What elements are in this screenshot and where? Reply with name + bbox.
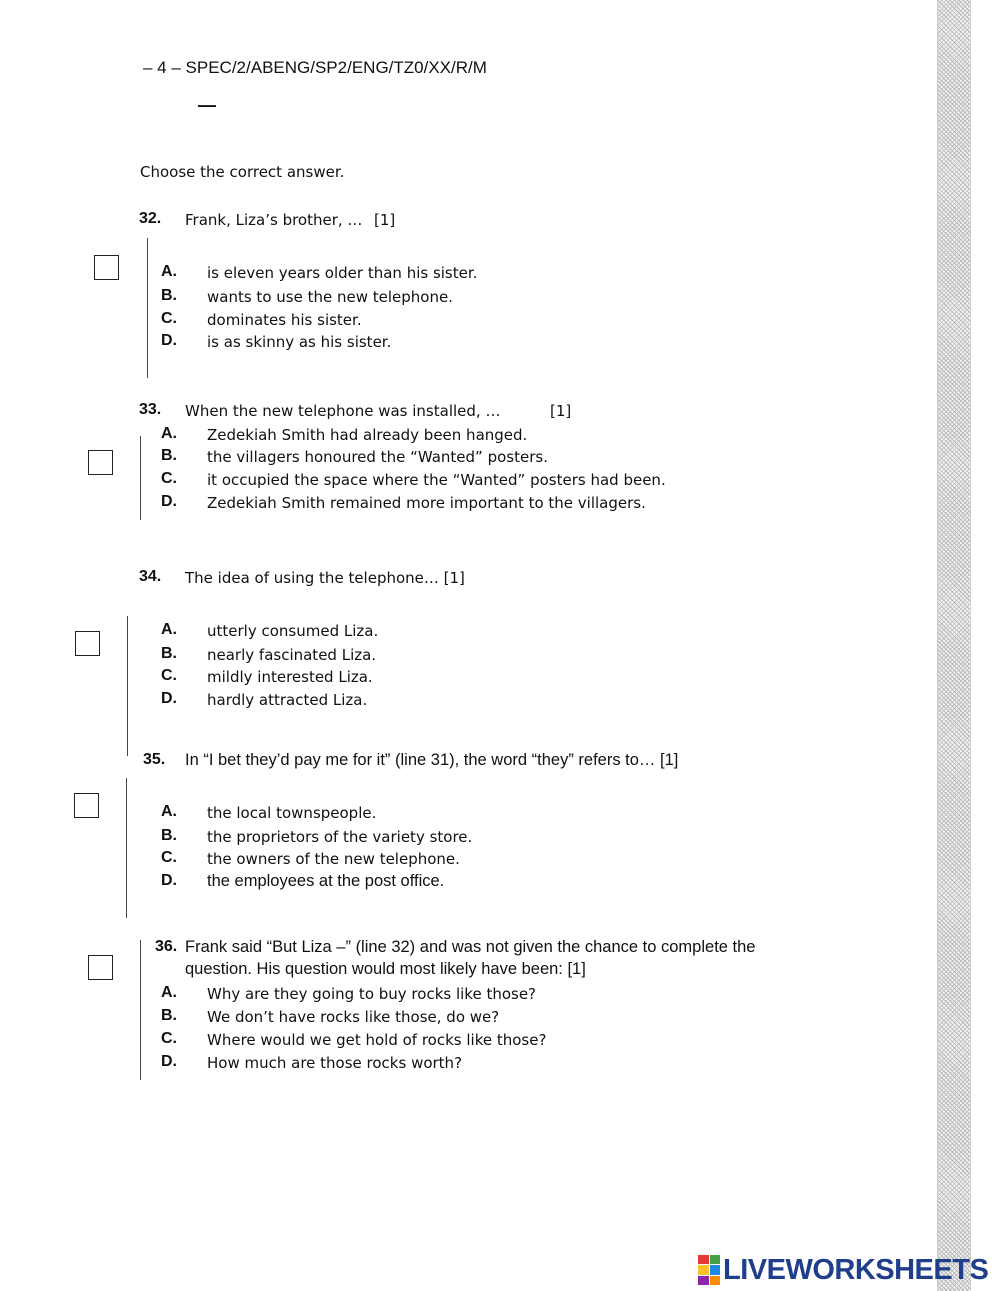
answer-box-34[interactable] — [75, 631, 100, 656]
option-text: We don’t have rocks like those, do we? — [207, 1008, 500, 1026]
brand-text: LIVEWORKSHEETS — [723, 1253, 989, 1286]
question-mark: [1] — [550, 402, 572, 420]
option-text: nearly fascinated Liza. — [207, 646, 377, 664]
margin-line — [147, 238, 148, 378]
question-text: Frank, Liza’s brother, … — [185, 211, 363, 229]
logo-icon — [698, 1255, 720, 1285]
option-text: utterly consumed Liza. — [207, 622, 379, 640]
option-letter: B. — [161, 1007, 177, 1024]
option-letter: A. — [161, 984, 177, 1001]
question-text-line2: question. His question would most likely have been: [1] — [185, 960, 586, 978]
option-text: the local townspeople. — [207, 804, 377, 822]
option-letter: A. — [161, 425, 177, 442]
header-dash: — — [198, 95, 216, 115]
question-text: When the new telephone was installed, … — [185, 402, 501, 420]
page-edge-pattern — [937, 0, 971, 1291]
option-letter: C. — [161, 1030, 177, 1047]
option-text: the proprietors of the variety store. — [207, 828, 473, 846]
instruction-text: Choose the correct answer. — [140, 163, 345, 181]
question-number: 35. — [143, 751, 166, 768]
option-text: Zedekiah Smith had already been hanged. — [207, 426, 528, 444]
option-text: is as skinny as his sister. — [207, 333, 392, 351]
question-number: 33. — [139, 401, 162, 418]
option-letter: A. — [161, 621, 177, 638]
question-number: 34. — [139, 568, 162, 585]
option-text: the owners of the new telephone. — [207, 850, 460, 868]
option-letter: D. — [161, 332, 177, 349]
option-letter: B. — [161, 645, 177, 662]
page-header-code: – 4 – SPEC/2/ABENG/SP2/ENG/TZ0/XX/R/M — [143, 58, 487, 77]
question-text: In “I bet they’d pay me for it” (line 31), the word “they” refers to… [1] — [185, 751, 679, 769]
answer-box-33[interactable] — [88, 450, 113, 475]
option-text: it occupied the space where the “Wanted” posters had been. — [207, 471, 666, 489]
answer-box-36[interactable] — [88, 955, 113, 980]
option-letter: B. — [161, 287, 177, 304]
question-text: The idea of using the telephone… [1] — [185, 569, 465, 587]
option-letter: A. — [161, 263, 177, 280]
liveworksheets-logo — [698, 1253, 988, 1287]
option-letter: C. — [161, 849, 177, 866]
option-letter: D. — [161, 493, 177, 510]
option-text: wants to use the new telephone. — [207, 288, 453, 306]
answer-box-35[interactable] — [74, 793, 99, 818]
option-letter: B. — [161, 447, 177, 464]
option-text: Where would we get hold of rocks like those? — [207, 1031, 547, 1049]
question-mark: [1] — [374, 211, 396, 229]
option-text: dominates his sister. — [207, 311, 362, 329]
question-number: 32. — [139, 210, 162, 227]
option-letter: B. — [161, 827, 177, 844]
margin-line — [127, 616, 128, 756]
question-text-line1: Frank said “But Liza –” (line 32) and was not given the chance to complete the — [185, 938, 756, 956]
option-text: is eleven years older than his sister. — [207, 264, 478, 282]
question-number: 36. — [155, 938, 178, 955]
option-letter: C. — [161, 470, 177, 487]
margin-line — [140, 436, 141, 520]
option-text: mildly interested Liza. — [207, 668, 373, 686]
option-letter: D. — [161, 872, 177, 889]
option-letter: A. — [161, 803, 177, 820]
margin-line — [140, 940, 141, 1080]
option-text: hardly attracted Liza. — [207, 691, 368, 709]
option-letter: D. — [161, 690, 177, 707]
option-text: How much are those rocks worth? — [207, 1054, 463, 1072]
option-letter: D. — [161, 1053, 177, 1070]
option-text: Zedekiah Smith remained more important to the villagers. — [207, 494, 646, 512]
answer-box-32[interactable] — [94, 255, 119, 280]
option-text: the employees at the post office. — [207, 872, 445, 890]
option-letter: C. — [161, 667, 177, 684]
option-text: Why are they going to buy rocks like those? — [207, 985, 537, 1003]
option-text: the villagers honoured the “Wanted” posters. — [207, 448, 548, 466]
margin-line — [126, 778, 127, 918]
option-letter: C. — [161, 310, 177, 327]
